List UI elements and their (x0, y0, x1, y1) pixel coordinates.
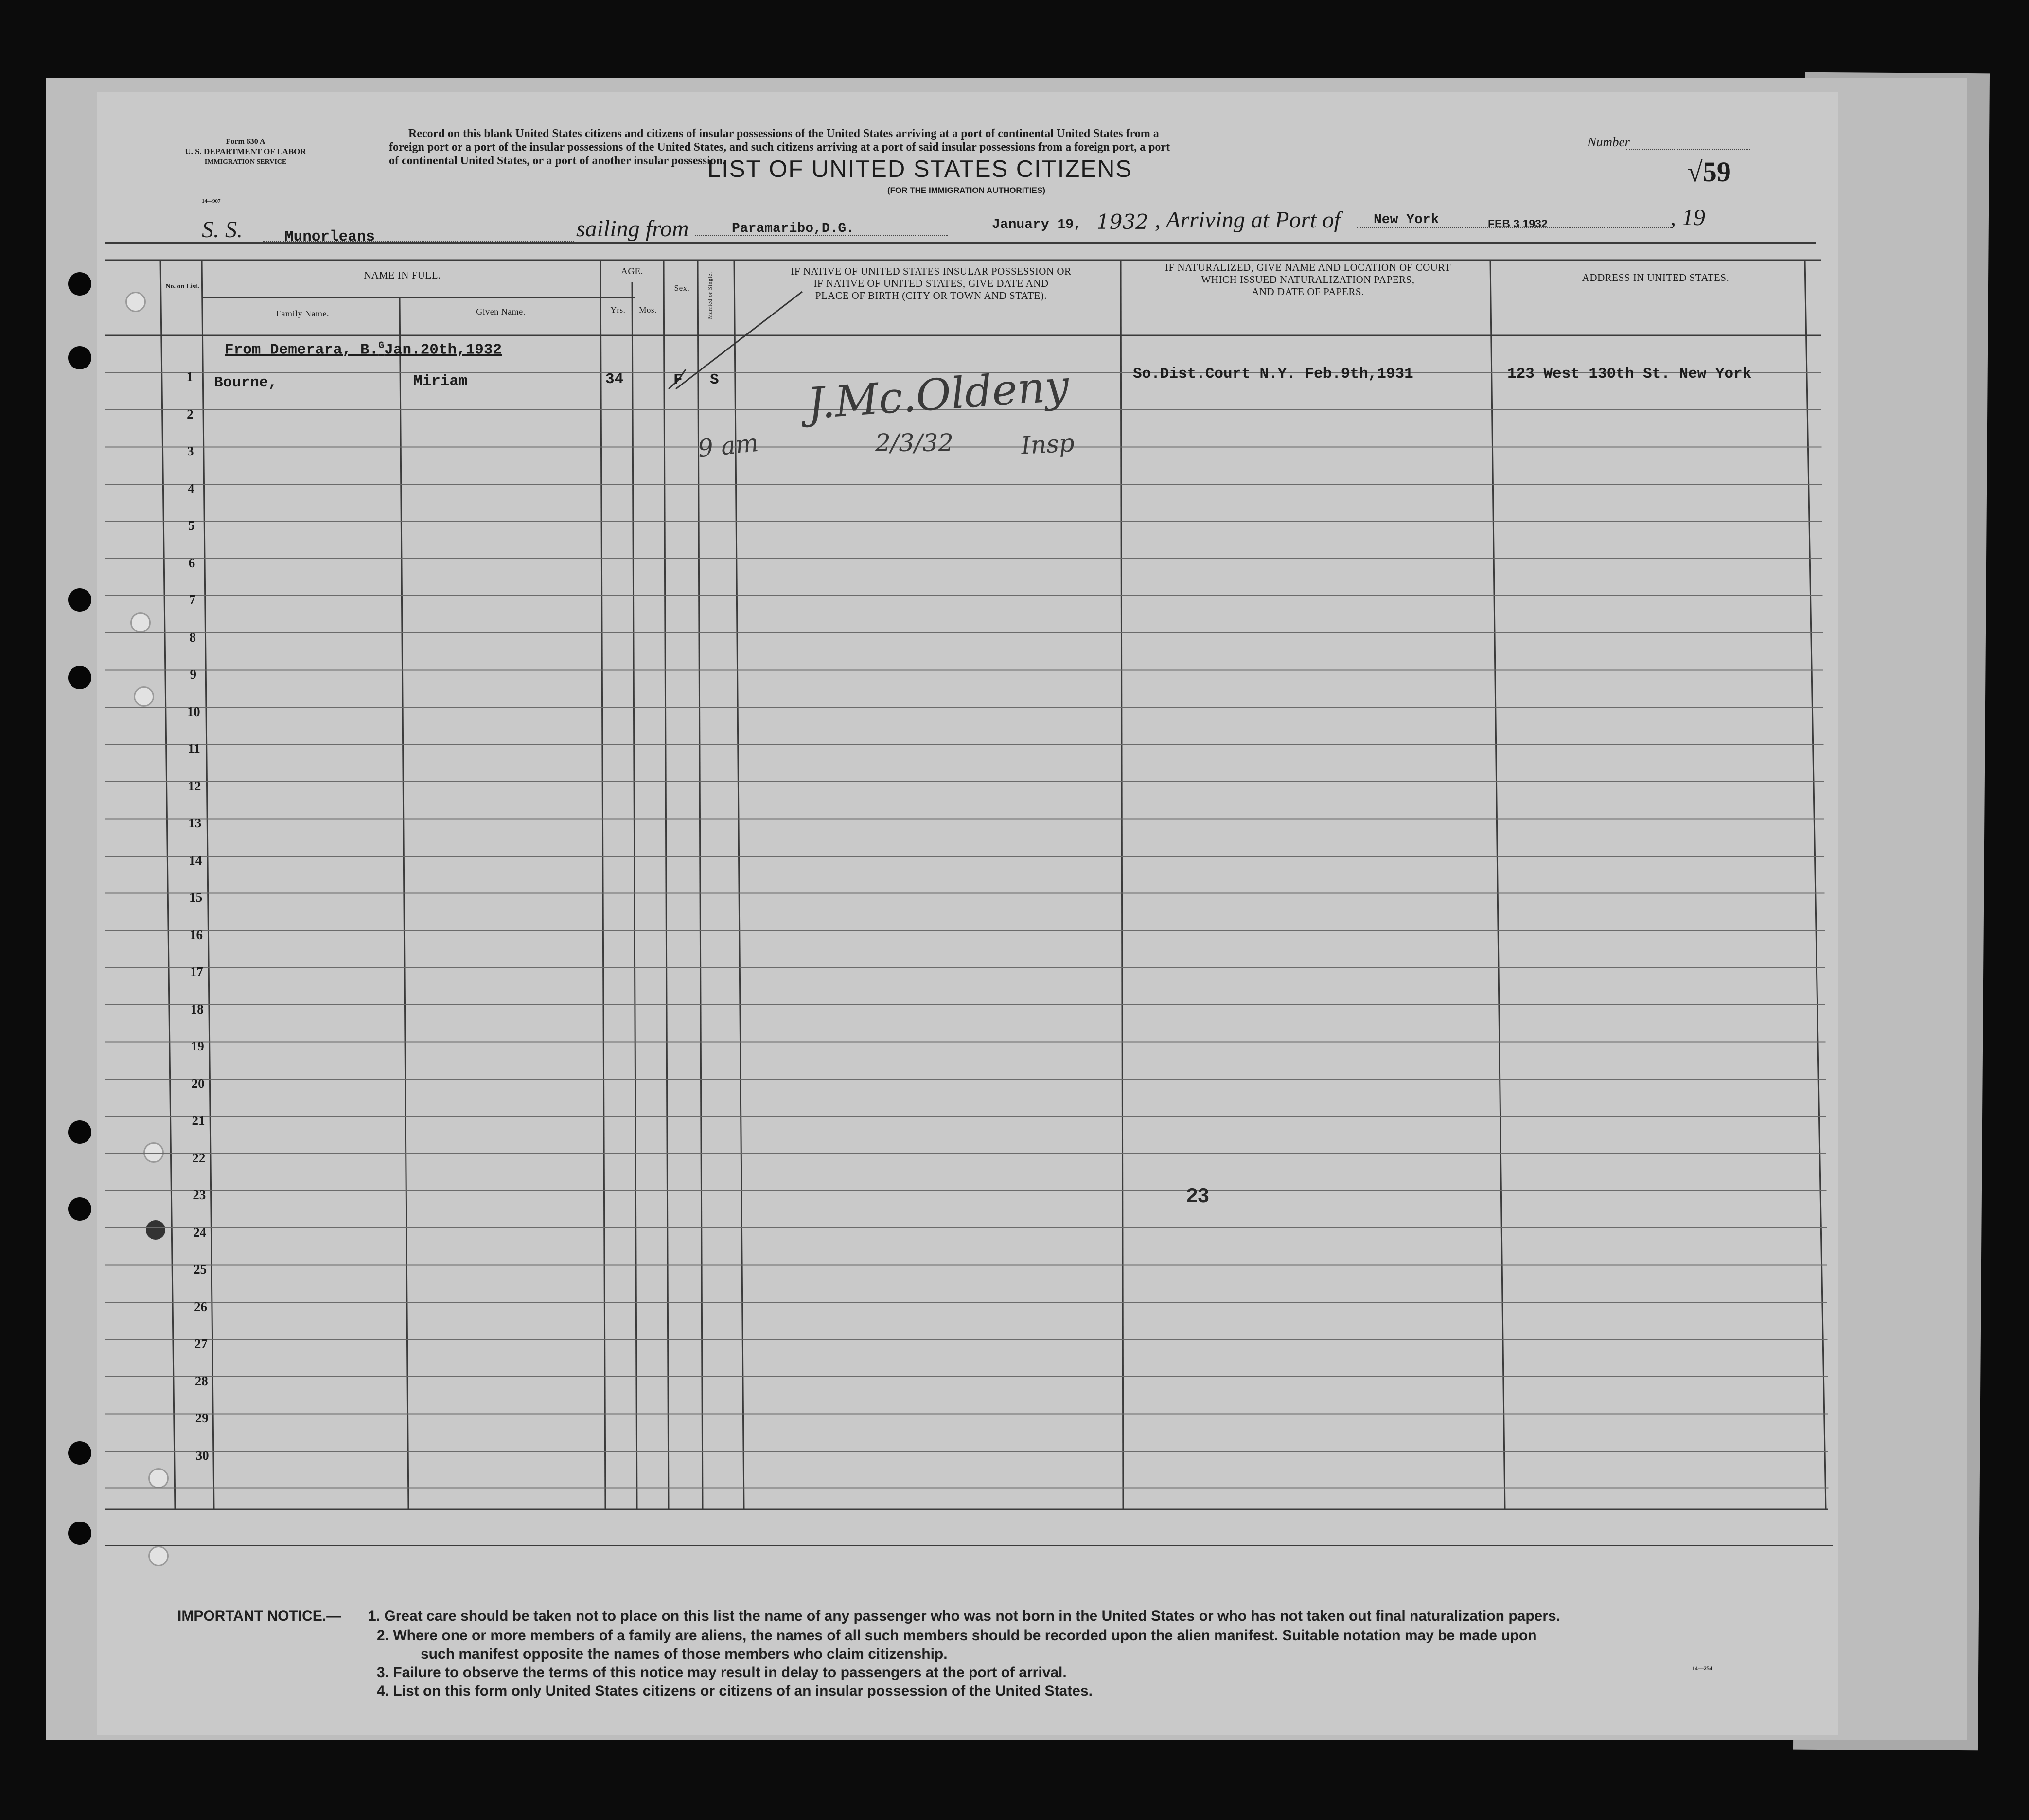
stamp-number: 23 (1186, 1184, 1209, 1207)
inspector-signature: J.Mc.Oldeny (806, 360, 1071, 429)
row-number: 21 (192, 1113, 205, 1128)
ss-label: S. S. (202, 217, 243, 243)
port-to: New York (1374, 212, 1439, 228)
service-label: IMMIGRATION SERVICE (204, 158, 287, 166)
col-birth-line-1: IF NATIVE OF UNITED STATES INSULAR POSSESSION OR (791, 265, 1072, 277)
inspection-time: 9 am (696, 428, 760, 463)
ship-name: Munorleans (284, 228, 375, 245)
row-number: 24 (193, 1225, 207, 1240)
notice-label: IMPORTANT NOTICE.— (177, 1608, 341, 1624)
department-label: U. S. DEPARTMENT OF LABOR (185, 147, 306, 156)
naturalization-court: So.Dist.Court N.Y. Feb.9th,1931 (1133, 366, 1413, 383)
row-number: 17 (190, 964, 203, 979)
arrival-stamp: FEB 3 1932 (1488, 217, 1548, 230)
inspection-date: 2/3/32 (875, 429, 953, 457)
row-number: 2 (187, 406, 194, 421)
footer-code: 14—254 (1692, 1665, 1712, 1672)
from-note (225, 340, 502, 358)
row-number: 27 (194, 1336, 208, 1351)
row-number: 22 (192, 1150, 206, 1165)
row-number: 4 (187, 481, 194, 496)
col-address: ADDRESS IN UNITED STATES. (1582, 272, 1729, 283)
family-name: Bourne, (214, 374, 278, 391)
row-number: 14 (189, 853, 202, 868)
row-number: 3 (187, 444, 194, 458)
ship-line (263, 241, 574, 242)
row-number: 28 (194, 1373, 208, 1388)
row-number: 12 (188, 778, 201, 793)
col-name: NAME IN FULL. (364, 269, 441, 281)
row-number: 18 (190, 1001, 204, 1016)
row-number: 30 (195, 1448, 209, 1463)
col-nat-line-2: WHICH ISSUED NATURALIZATION PAPERS, (1201, 274, 1415, 285)
row-number: 8 (189, 630, 196, 645)
col-mos: Mos. (639, 305, 657, 315)
col-nat-line-1: IF NATURALIZED, GIVE NAME AND LOCATION OF COURT (1164, 262, 1451, 273)
year-line (1707, 227, 1736, 228)
notice-item-3: 3. Failure to observe the terms of this notice may result in delay to passengers at the port of arrival. (377, 1664, 1067, 1680)
form-subtitle: (FOR THE IMMIGRATION AUTHORITIES) (887, 186, 1045, 195)
col-marital: Married or Single. (706, 272, 713, 319)
row-number: 11 (188, 741, 200, 756)
number-mark: √59 (1687, 156, 1731, 188)
col-given: Given Name. (476, 307, 526, 316)
notice-item-2b: such manifest opposite the names of those members who claim citizenship. (421, 1646, 948, 1662)
row-number: 26 (194, 1299, 207, 1314)
sex-value: F (673, 371, 683, 388)
row-number: 1 (186, 369, 193, 384)
notice-item-1: 1. Great care should be taken not to place on this list the name of any passenger who was not born in the United States or who has not taken out final naturalization papers. (368, 1608, 1561, 1624)
col-yrs: Yrs. (610, 305, 626, 315)
row-number: 25 (194, 1262, 207, 1277)
row-number: 10 (187, 704, 200, 719)
form-title: LIST OF UNITED STATES CITIZENS (707, 156, 1133, 182)
from-note-date: Jan.20th,1932 (384, 341, 502, 359)
number-label: Number (1588, 135, 1630, 149)
row-number: 6 (188, 555, 195, 570)
row-number: 20 (191, 1076, 205, 1091)
year-suffix: , 19 (1670, 205, 1705, 230)
col-birth-line-3: PLACE OF BIRTH (CITY OR TOWN AND STATE). (815, 290, 1047, 301)
port-from: Paramaribo,D.G. (732, 221, 855, 236)
sailing-date: January 19, (992, 217, 1082, 232)
col-no: No. on List. (165, 283, 199, 290)
col-family: Family Name. (276, 309, 329, 318)
age-years: 34 (605, 371, 624, 388)
row-number: 29 (195, 1411, 209, 1425)
intro-line-2: foreign port or a port of the insular possessions of the United States, and such citizens arriving at a port of said insular possessions from a foreign port, a port (389, 141, 1170, 154)
from-note-superscript: G (378, 340, 385, 351)
row-number: 5 (188, 518, 195, 533)
intro-line-3: of continental United States, or a port of another insular possession. (389, 155, 726, 167)
arriving-label: , Arriving at Port of (1155, 207, 1341, 233)
form-code: 14—907 (202, 198, 221, 204)
year-handwritten: 1932 (1096, 210, 1148, 234)
sailing-label: sailing from (576, 216, 689, 242)
row-number: 13 (188, 816, 202, 830)
col-age: AGE. (621, 266, 643, 277)
intro-line-1: Record on this blank United States citizens and citizens of insular possessions of the United States arriving at a port of continental United States from a (408, 127, 1159, 140)
row-number: 9 (190, 667, 196, 682)
row-number: 7 (189, 593, 196, 607)
notice-item-4: 4. List on this form only United States citizens or citizens of an insular possession of the United States. (377, 1683, 1093, 1699)
number-line (1626, 149, 1750, 150)
marital-value: S (710, 371, 719, 388)
col-birth-line-2: IF NATIVE OF UNITED STATES, GIVE DATE AND (813, 278, 1049, 289)
col-nat-line-3: AND DATE OF PAPERS. (1252, 286, 1364, 298)
given-name: Miriam (413, 373, 468, 390)
from-note-port: From Demerara, B. (225, 341, 379, 359)
port-from-line (695, 235, 948, 236)
row-number: 19 (191, 1039, 204, 1053)
row-number: 23 (193, 1188, 206, 1202)
inspector-initials: Insp (1020, 429, 1076, 460)
us-address: 123 West 130th St. New York (1507, 366, 1752, 383)
row-number: 15 (189, 890, 203, 905)
row-number: 16 (190, 927, 203, 942)
col-sex: Sex. (674, 283, 690, 293)
notice-item-2a: 2. Where one or more members of a family are aliens, the names of all such members should be recorded upon the alien manifest. Suitable notation may be made upon (377, 1628, 1537, 1644)
form-number: Form 630 A (226, 138, 265, 146)
